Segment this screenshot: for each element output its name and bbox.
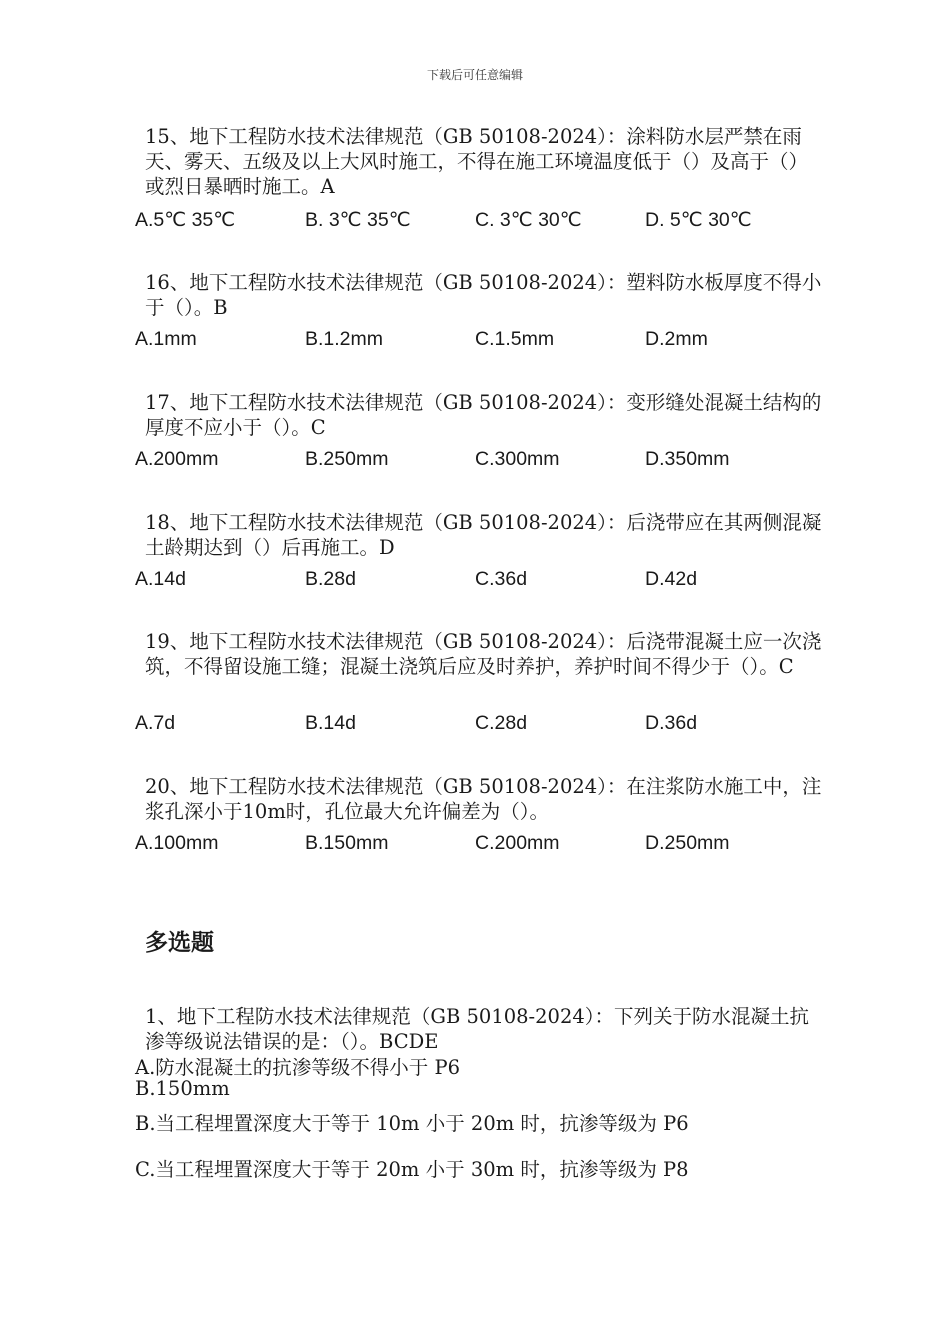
option-d: D.250mm	[645, 832, 730, 854]
option-c: C.36d	[475, 568, 528, 590]
question-stem: 16、地下工程防水技术法律规范（GB 50108-2024）：塑料防水板厚度不得小于（）。B	[145, 271, 822, 319]
option-line: B.当工程埋置深度大于等于 10m 小于 20m 时，抗渗等级为 P6	[135, 1112, 689, 1135]
option-c: C.1.5mm	[475, 328, 555, 350]
question-options	[135, 208, 835, 234]
option-d: D. 5℃ 30℃	[645, 209, 752, 231]
page-header: 下载后可任意编辑	[426, 68, 523, 82]
option-a: A.14d	[135, 568, 186, 590]
question-options	[135, 832, 835, 858]
question-stem: 18、地下工程防水技术法律规范（GB 50108-2024）：后浇带应在其两侧混凝土龄期达到（）后再施工。D	[145, 511, 822, 559]
option-b: B.150mm	[305, 832, 389, 854]
question-stem: 19、地下工程防水技术法律规范（GB 50108-2024）：后浇带混凝土应一次浇筑，不得留设施工缝；混凝土浇筑后应及时养护，养护时间不得少于（）。C	[145, 630, 822, 678]
question-stem: 1、地下工程防水技术法律规范（GB 50108-2024）：下列关于防水混凝土抗渗等级说法错误的是：（）。BCDE	[145, 1005, 810, 1053]
question-options	[135, 448, 835, 474]
option-line: A.防水混凝土的抗渗等级不得小于 P6	[135, 1056, 461, 1079]
option-c: C.28d	[475, 712, 528, 734]
question-stem: 20、地下工程防水技术法律规范（GB 50108-2024）：在注浆防水施工中，注浆孔深小于10m时，孔位最大允许偏差为（）。	[145, 775, 822, 823]
option-b: B.1.2mm	[305, 328, 384, 350]
section-title: 多选题	[145, 929, 214, 956]
option-d: D.350mm	[645, 448, 730, 470]
option-a: A.1mm	[135, 328, 197, 350]
option-c: C. 3℃ 30℃	[475, 209, 582, 231]
option-b: B.28d	[305, 568, 356, 590]
option-a: A.5℃ 35℃	[135, 209, 236, 231]
question-options	[135, 328, 835, 354]
option-line: B.150mm	[135, 1077, 230, 1100]
question-stem: 15、地下工程防水技术法律规范（GB 50108-2024）：涂料防水层严禁在雨天、雾天、五级及以上大风时施工，不得在施工环境温度低于（）及高于（）或烈日暴晒时施工。A	[145, 125, 809, 198]
option-a: A.100mm	[135, 832, 219, 854]
option-c: C.200mm	[475, 832, 560, 854]
option-d: D.2mm	[645, 328, 708, 350]
option-d: D.42d	[645, 568, 698, 590]
option-line: C.当工程埋置深度大于等于 20m 小于 30m 时，抗渗等级为 P8	[135, 1158, 689, 1181]
option-b: B.14d	[305, 712, 356, 734]
question-options	[135, 712, 835, 738]
question-options	[135, 568, 835, 594]
option-a: A.7d	[135, 712, 176, 734]
question-stem: 17、地下工程防水技术法律规范（GB 50108-2024）：变形缝处混凝土结构的厚度不应小于（）。C	[145, 391, 822, 439]
option-a: A.200mm	[135, 448, 219, 470]
option-b: B. 3℃ 35℃	[305, 209, 411, 231]
option-b: B.250mm	[305, 448, 389, 470]
option-d: D.36d	[645, 712, 698, 734]
option-c: C.300mm	[475, 448, 560, 470]
